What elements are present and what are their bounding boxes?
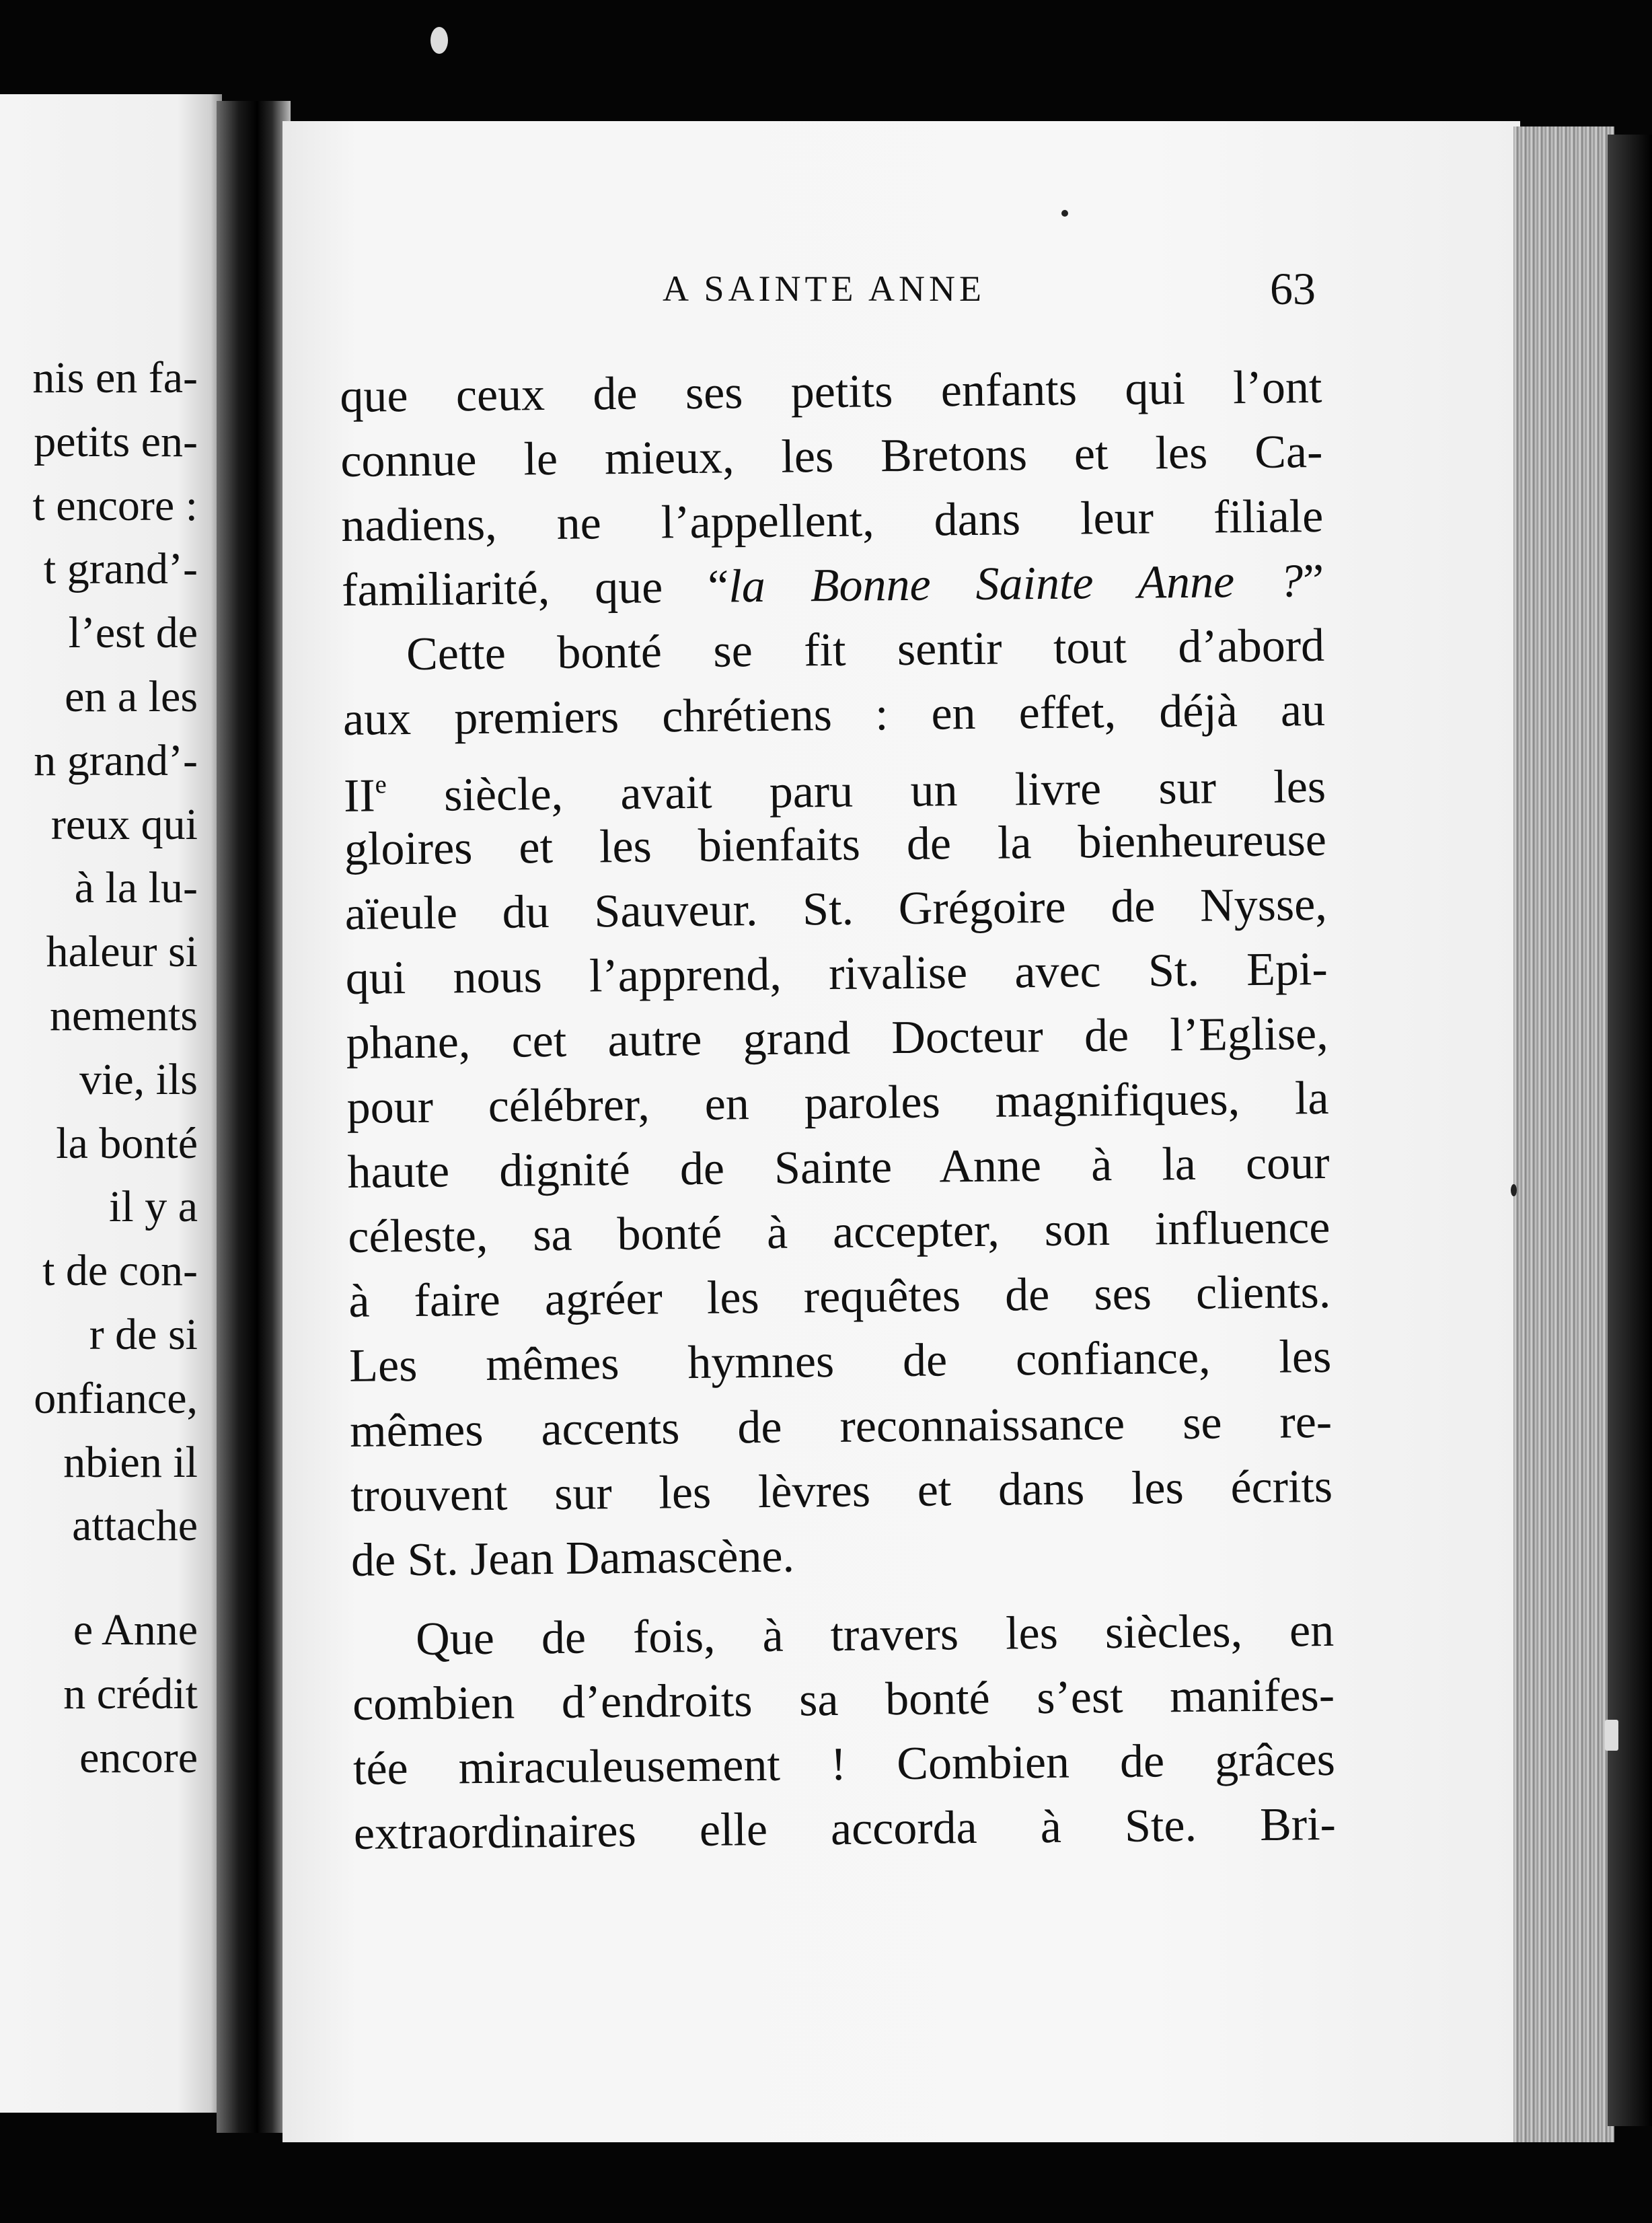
- left-page-line: e Anne: [73, 1605, 198, 1655]
- left-page-line: onfiance,: [34, 1373, 198, 1423]
- page-number: 63: [1270, 263, 1316, 314]
- left-page: [0, 94, 222, 2113]
- body-text: [340, 355, 1336, 1866]
- left-page-line: à la lu-: [74, 863, 198, 913]
- text-line: pour célébrer, en paroles magnifiques, la: [346, 1072, 1329, 1134]
- left-page-line: t encore :: [32, 480, 198, 530]
- text-line: mêmes accents de reconnaissance se re-: [349, 1395, 1332, 1457]
- left-page-line: t de con-: [42, 1246, 198, 1296]
- text-line: aux premiers chrétiens : en effet, déjà au: [342, 684, 1326, 746]
- ordinal-superscript: e: [375, 770, 387, 799]
- text-line: nadiens, ne l’appellent, dans leur filiale: [340, 490, 1324, 552]
- left-page-line: reux qui: [50, 799, 198, 849]
- text-line: phane, cet autre grand Docteur de l’Eglise,: [346, 1007, 1328, 1069]
- left-page-line: n crédit: [63, 1669, 198, 1718]
- scan-speck: [1061, 210, 1068, 217]
- text-fragment: ”: [1302, 555, 1324, 608]
- text-fragment: siècle, avait paru un livre sur les: [386, 760, 1326, 822]
- text-fragment: familiarité, que “: [341, 560, 729, 617]
- left-page-line: nements: [50, 990, 198, 1040]
- text-line-century: [343, 743, 1326, 822]
- page-block-edge: [1513, 126, 1614, 2142]
- text-line: haute dignité de Sainte Anne à la cour: [347, 1137, 1330, 1199]
- text-line: céleste, sa bonté à accepter, son influence: [348, 1202, 1330, 1264]
- italic-quote: la Bonne Sainte Anne ?: [728, 555, 1304, 613]
- text-line: à faire agréer les requêtes de ses clients.: [348, 1266, 1331, 1328]
- left-page-text: [0, 347, 198, 1790]
- left-page-line: n grand’-: [34, 735, 198, 785]
- scan-speck: [430, 27, 448, 54]
- text-line: extraordinaires elle accorda à Ste. Bri-: [353, 1798, 1337, 1860]
- left-page-line: t grand’-: [43, 544, 198, 594]
- text-line: aïeule du Sauveur. St. Grégoire de Nysse,: [344, 878, 1328, 940]
- scan-speck: [1605, 1720, 1618, 1751]
- left-page-line: r de si: [89, 1309, 198, 1359]
- text-line: Les mêmes hymnes de confiance, les: [348, 1331, 1332, 1393]
- text-line: gloires et les bienfaits de la bienheureuse: [344, 813, 1327, 875]
- text-line: connue le mieux, les Bretons et les Ca-: [340, 426, 1323, 488]
- text-line: combien d’endroits sa bonté s’est manifes-: [352, 1669, 1335, 1730]
- text-line: que ceux de ses petits enfants qui l’ont: [340, 361, 1322, 423]
- left-paragraph-gap: [0, 1558, 198, 1599]
- paragraph-first-line: Que de fois, à travers les siècles, en: [415, 1604, 1335, 1665]
- left-page-line: attache: [72, 1501, 198, 1551]
- paragraph-last-line: de St. Jean Damascène.: [350, 1530, 795, 1587]
- running-head: A SAINTE ANNE: [663, 268, 985, 309]
- page-edge-shadow: [1608, 135, 1652, 2126]
- left-page-line: nbien il: [63, 1437, 198, 1487]
- left-page-line: nis en fa-: [32, 353, 198, 402]
- scan-speck: [1511, 1184, 1517, 1196]
- left-page-line: haleur si: [46, 927, 198, 977]
- roman-numeral: II: [343, 770, 376, 822]
- text-line: qui nous l’apprend, rivalise avec St. Epi-: [345, 943, 1328, 1005]
- left-page-line: il y a: [109, 1182, 198, 1232]
- left-page-line: encore: [79, 1733, 198, 1782]
- text-line: tée miraculeusement ! Combien de grâces: [352, 1733, 1336, 1795]
- left-page-line: la bonté: [56, 1118, 198, 1168]
- text-line: trouvent sur les lèvres et dans les écrits: [350, 1460, 1333, 1522]
- book-gutter: [217, 101, 291, 2133]
- text-line-with-quote: [342, 549, 1324, 623]
- left-page-line: petits en-: [34, 416, 198, 466]
- left-page-line: en a les: [65, 671, 198, 721]
- paragraph-first-line: Cette bonté se fit sentir tout d’abord: [406, 620, 1325, 681]
- left-page-line: l’est de: [68, 608, 198, 658]
- left-page-line: vie, ils: [79, 1054, 198, 1104]
